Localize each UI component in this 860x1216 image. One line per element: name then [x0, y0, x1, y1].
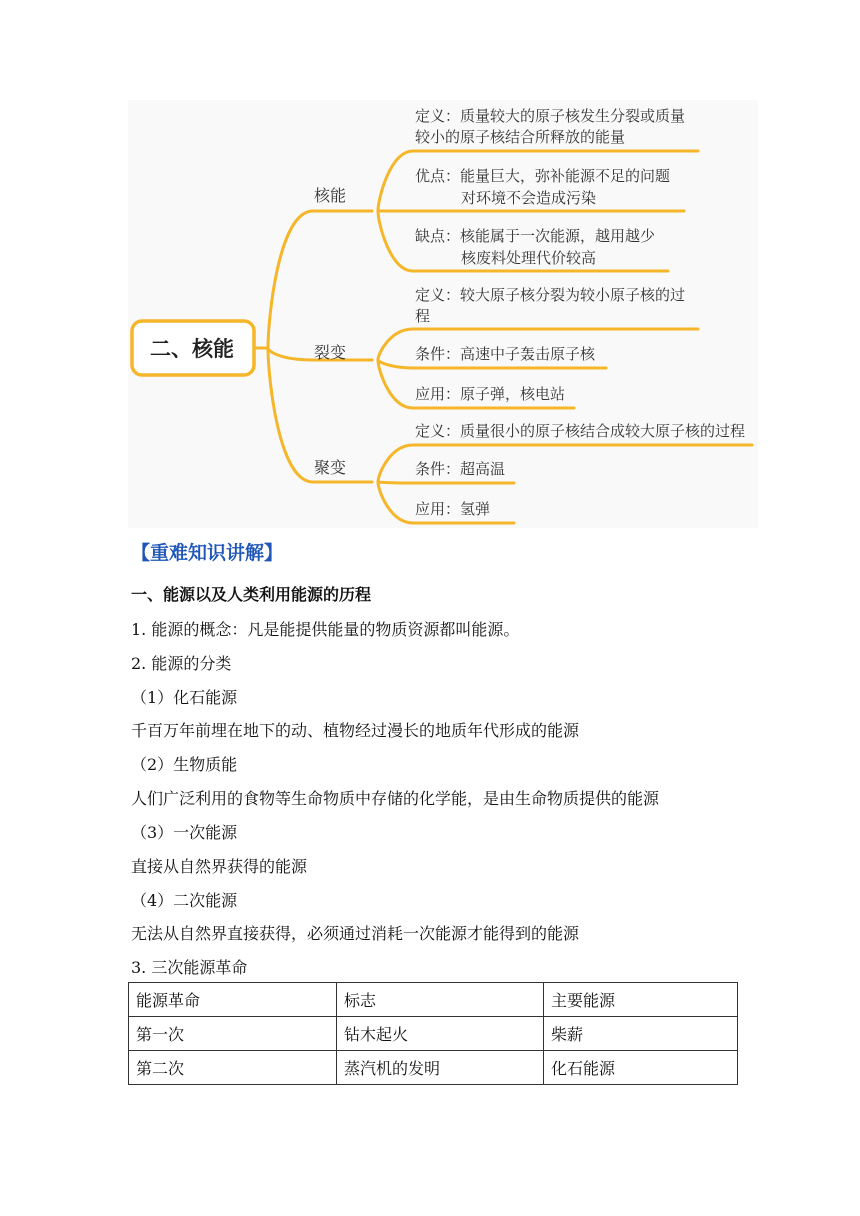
table-cell: 柴薪 [544, 1017, 738, 1051]
paragraph: 千百万年前埋在地下的动、植物经过漫长的地质年代形成的能源 [131, 721, 580, 740]
leaf-text: 对环境不会造成污染 [461, 189, 597, 207]
leaf-text: 程 [415, 307, 431, 325]
section-title: 【重难知识讲解】 [131, 542, 284, 564]
paragraph: （1）化石能源 [131, 688, 238, 707]
leaf-text: 核废料处理代价较高 [461, 249, 597, 267]
leaf-text: 缺点：核能属于一次能源，越用越少 [415, 227, 656, 245]
paragraph: 1. 能源的概念：凡是能提供能量的物质资源都叫能源。 [131, 620, 520, 639]
table-cell: 蒸汽机的发明 [337, 1051, 544, 1085]
paragraph: 直接从自然界获得的能源 [131, 857, 308, 876]
paragraph: 3. 三次能源革命 [131, 958, 248, 977]
leaf-text: 条件：高速中子轰击原子核 [415, 345, 596, 363]
branch-label: 聚变 [314, 458, 347, 477]
table-cell: 第一次 [129, 1017, 337, 1051]
paragraph: （3）一次能源 [131, 823, 238, 842]
table-header-cell: 标志 [337, 983, 544, 1017]
heading-energy-history: 一、能源以及人类利用能源的历程 [131, 585, 372, 604]
leaf-text: 较小的原子核结合所释放的能量 [415, 128, 626, 146]
leaf-text: 定义：较大原子核分裂为较小原子核的过 [415, 286, 686, 304]
leaf-text: 定义：质量很小的原子核结合成较大原子核的过程 [415, 422, 746, 440]
table-header-row [129, 983, 738, 1017]
leaf-text: 优点：能量巨大，弥补能源不足的问题 [415, 167, 671, 185]
table-header-cell: 能源革命 [129, 983, 337, 1017]
paragraph: 人们广泛利用的食物等生命物质中存储的化学能，是由生命物质提供的能源 [131, 789, 660, 808]
mind-map-root-label: 二、核能 [150, 337, 234, 361]
nuclear-energy-mind-map [128, 100, 758, 528]
leaf-text: 应用：原子弹，核电站 [415, 385, 566, 403]
paragraph: 无法从自然界直接获得，必须通过消耗一次能源才能得到的能源 [131, 924, 580, 943]
energy-revolution-table [128, 982, 738, 1085]
paragraph: （2）生物质能 [131, 755, 238, 774]
paragraph: 2. 能源的分类 [131, 654, 232, 673]
table-cell: 钻木起火 [337, 1017, 544, 1051]
table-row [129, 1051, 738, 1085]
leaf-text: 条件：超高温 [415, 460, 506, 478]
table-cell: 化石能源 [544, 1051, 738, 1085]
table-row [129, 1017, 738, 1051]
leaf-underline [378, 482, 514, 483]
leaf-text: 定义：质量较大的原子核发生分裂或质量 [415, 107, 686, 125]
paragraph: （4）二次能源 [131, 891, 238, 910]
table-cell: 第二次 [129, 1051, 337, 1085]
branch-label: 裂变 [314, 343, 347, 362]
table-header-cell: 主要能源 [544, 983, 738, 1017]
leaf-text: 应用：氢弹 [415, 500, 491, 518]
branch-label: 核能 [314, 186, 347, 205]
